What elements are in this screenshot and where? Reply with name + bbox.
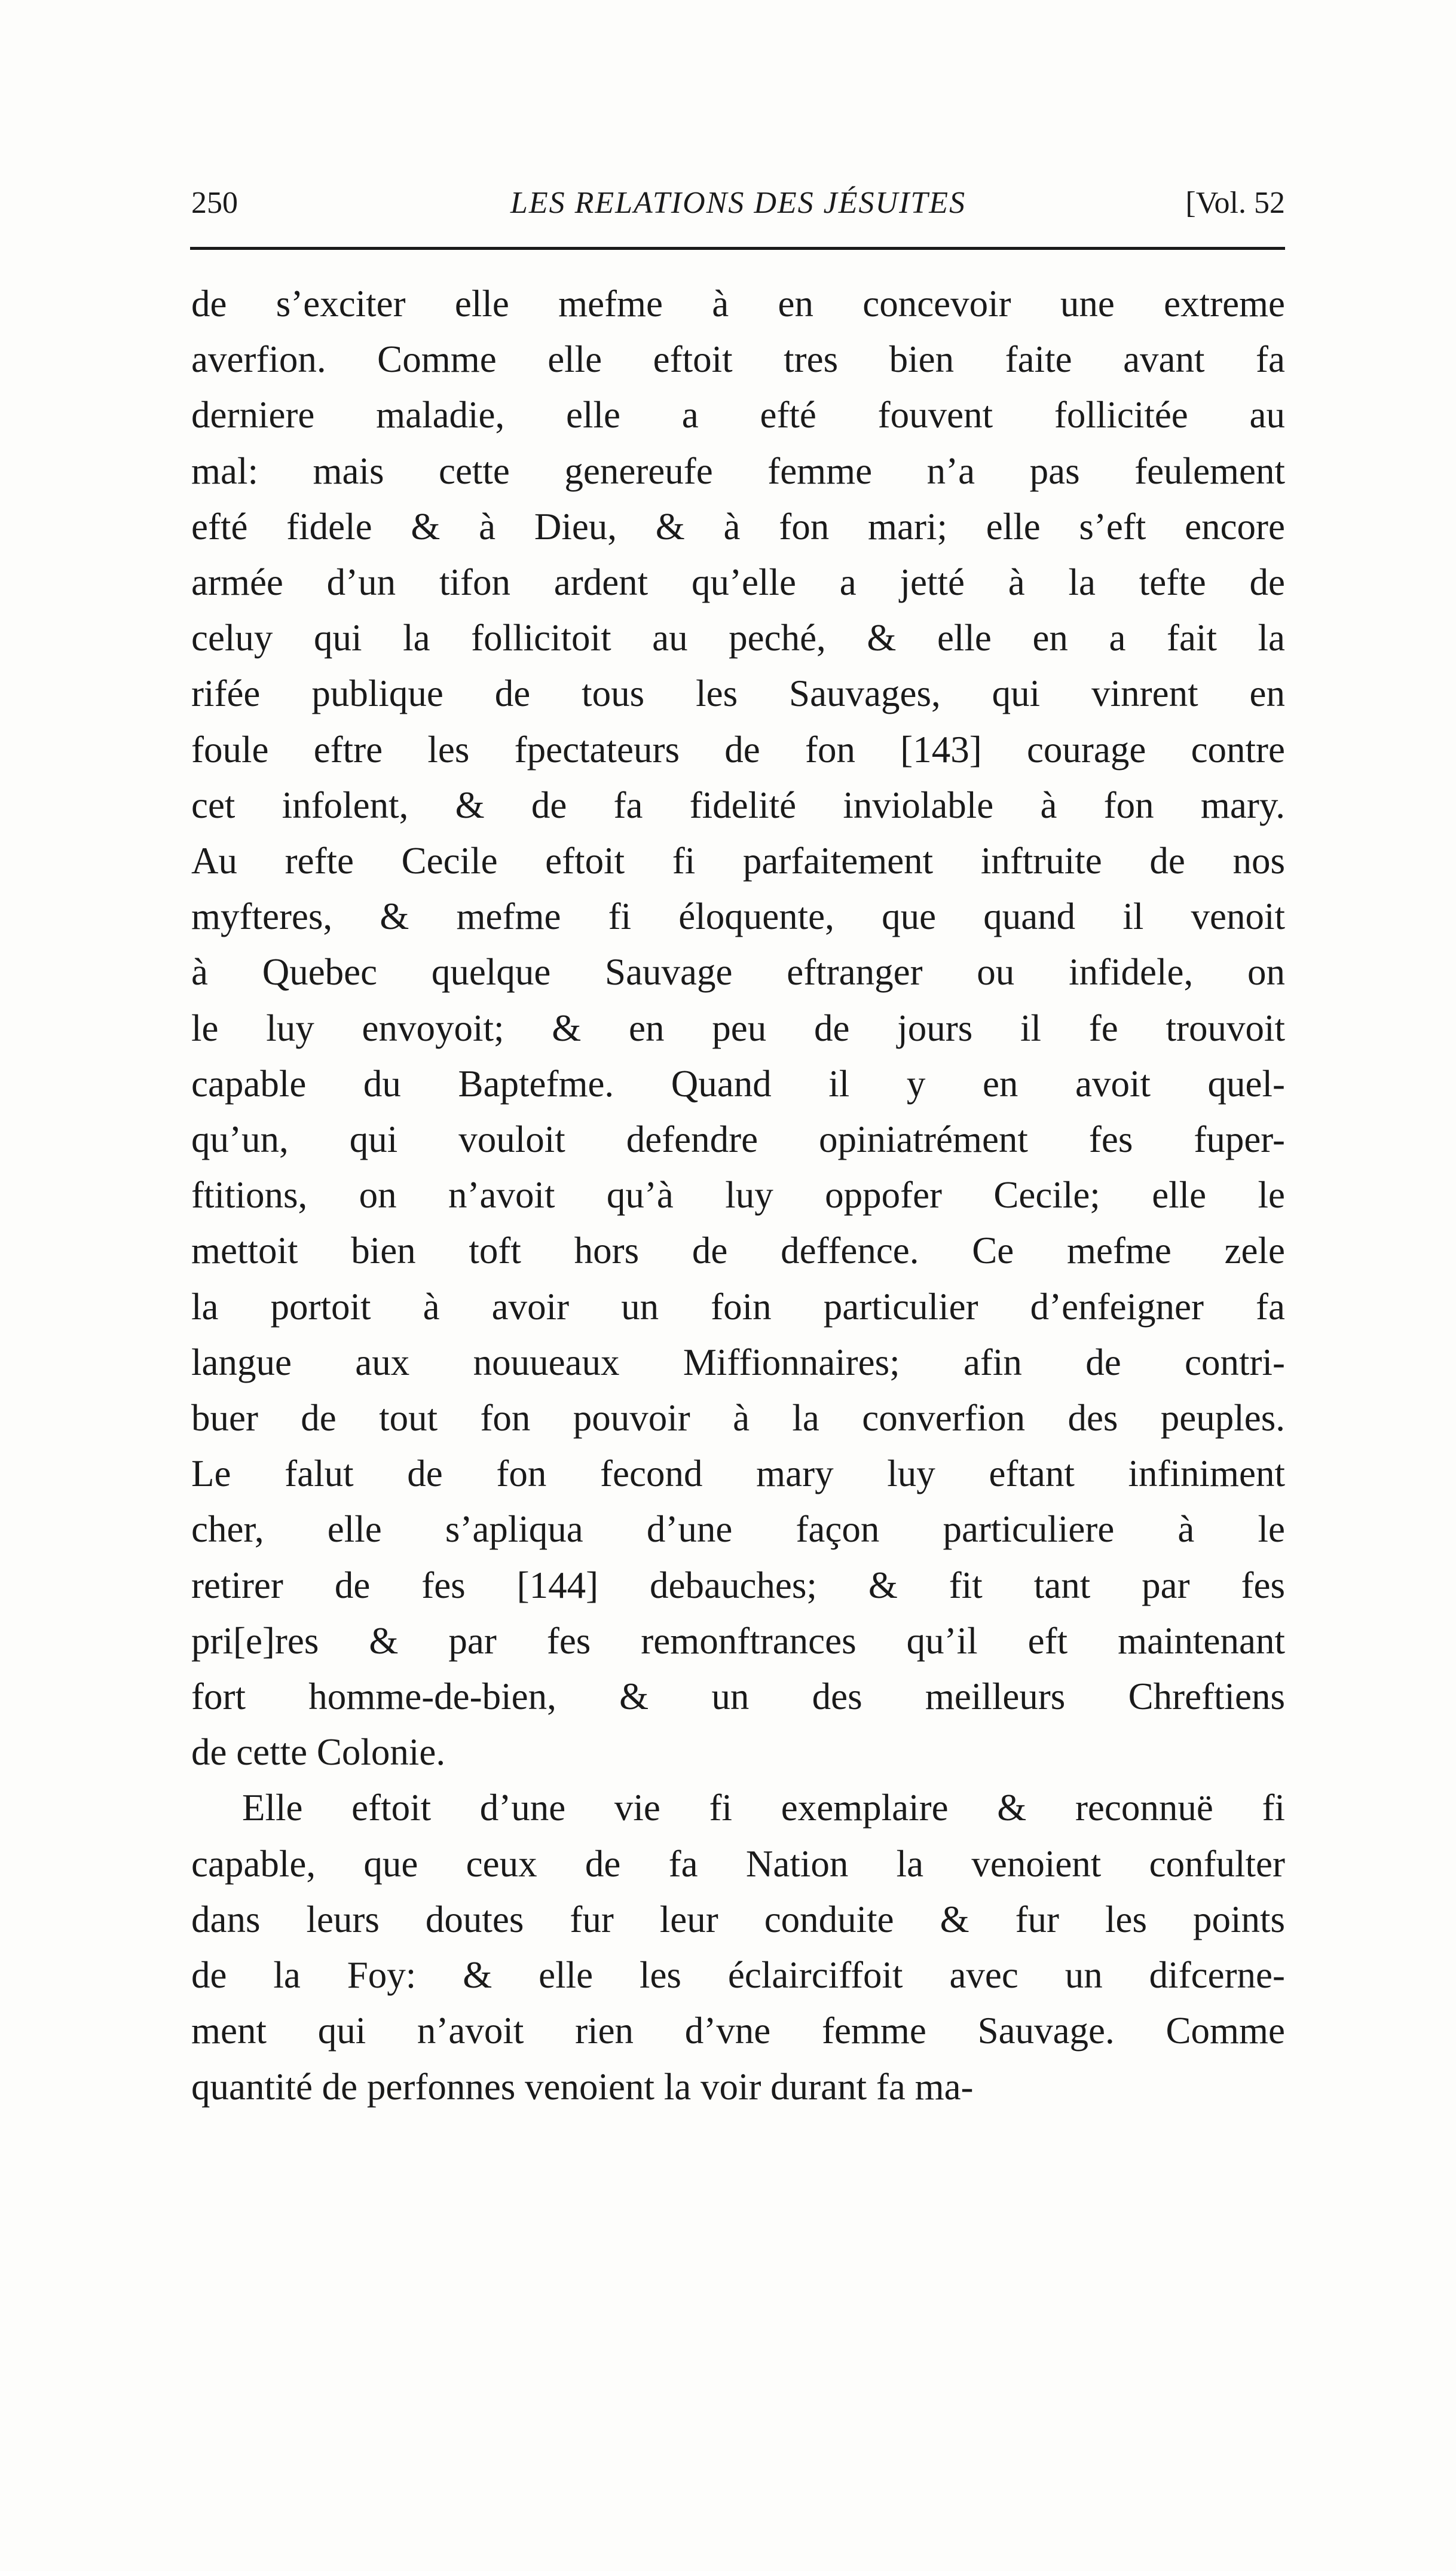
text-line: foule eftre les fpectateurs de fon [143] courage contre bbox=[191, 728, 1285, 771]
text-line: retirer de fes [144] debauches; & fit tant par fes bbox=[191, 1564, 1285, 1606]
text-line: pri[e]res & par fes remonftrances qu’il eft maintenant bbox=[191, 1619, 1285, 1662]
paragraph bbox=[191, 276, 1285, 1780]
text-line: Le falut de fon fecond mary luy eftant infiniment bbox=[191, 1453, 1285, 1495]
text-line: langue aux nouueaux Miffionnaires; afin de contri- bbox=[191, 1341, 1285, 1383]
running-title: LES RELATIONS DES JÉSUITES bbox=[510, 186, 966, 220]
header-rule bbox=[190, 247, 1285, 250]
volume-label: [Vol. 52 bbox=[1185, 186, 1285, 220]
text-line: fort homme-de-bien, & un des meilleurs Chreftiens bbox=[191, 1676, 1285, 1718]
text-line: Au refte Cecile eftoit fi parfaitement inftruite de nos bbox=[191, 840, 1285, 882]
text-line: de cette Colonie. bbox=[191, 1731, 446, 1774]
paragraph bbox=[191, 1780, 1285, 2114]
text-line: averfion. Comme elle eftoit tres bien faite avant fa bbox=[191, 338, 1285, 381]
text-line: dans leurs doutes fur leur conduite & fur les points bbox=[191, 1898, 1285, 1940]
text-line: efté fidele & à Dieu, & à fon mari; elle s’eft encore bbox=[191, 505, 1285, 548]
text-line: Elle eftoit d’une vie fi exemplaire & reconnuë fi bbox=[242, 1787, 1285, 1829]
text-line: mettoit bien toft hors de deffence. Ce mefme zele bbox=[191, 1230, 1285, 1272]
text-line: derniere maladie, elle a efté fouvent follicitée au bbox=[191, 394, 1285, 436]
body-text bbox=[191, 276, 1285, 2115]
text-line: mal: mais cette genereufe femme n’a pas feulement bbox=[191, 450, 1285, 492]
page-number: 250 bbox=[191, 186, 238, 220]
text-line: armée d’un tifon ardent qu’elle a jetté à la tefte de bbox=[191, 561, 1285, 604]
text-line: buer de tout fon pouvoir à la converfion des peuples. bbox=[191, 1397, 1285, 1439]
text-line: rifée publique de tous les Sauvages, qui vinrent en bbox=[191, 672, 1285, 715]
text-line: à Quebec quelque Sauvage eftranger ou infidele, on bbox=[191, 951, 1285, 993]
text-line: de la Foy: & elle les éclairciffoit avec un difcerne- bbox=[191, 1954, 1285, 1997]
text-line: celuy qui la follicitoit au peché, & elle en a fait la bbox=[191, 617, 1285, 659]
text-line: cher, elle s’apliqua d’une façon particuliere à le bbox=[191, 1508, 1285, 1551]
text-line: cet infolent, & de fa fidelité inviolable à fon mary. bbox=[191, 784, 1285, 826]
text-line: de s’exciter elle mefme à en concevoir une extreme bbox=[191, 283, 1285, 325]
text-line: ment qui n’avoit rien d’vne femme Sauvage. Comme bbox=[191, 2010, 1285, 2052]
text-line: ftitions, on n’avoit qu’à luy oppofer Cecile; elle le bbox=[191, 1174, 1285, 1216]
text-line: la portoit à avoir un foin particulier d’enfeigner fa bbox=[191, 1285, 1285, 1328]
text-line: myfteres, & mefme fi éloquente, que quand il venoit bbox=[191, 895, 1285, 938]
text-line: quantité de perfonnes venoient la voir durant fa ma- bbox=[191, 2065, 974, 2108]
text-line: le luy envoyoit; & en peu de jours il fe trouvoit bbox=[191, 1007, 1285, 1049]
text-line: capable, que ceux de fa Nation la venoient confulter bbox=[191, 1842, 1285, 1885]
text-line: capable du Baptefme. Quand il y en avoit quel- bbox=[191, 1062, 1285, 1105]
page-header bbox=[191, 182, 1285, 224]
text-line: qu’un, qui vouloit defendre opiniatrément fes fuper- bbox=[191, 1118, 1285, 1161]
